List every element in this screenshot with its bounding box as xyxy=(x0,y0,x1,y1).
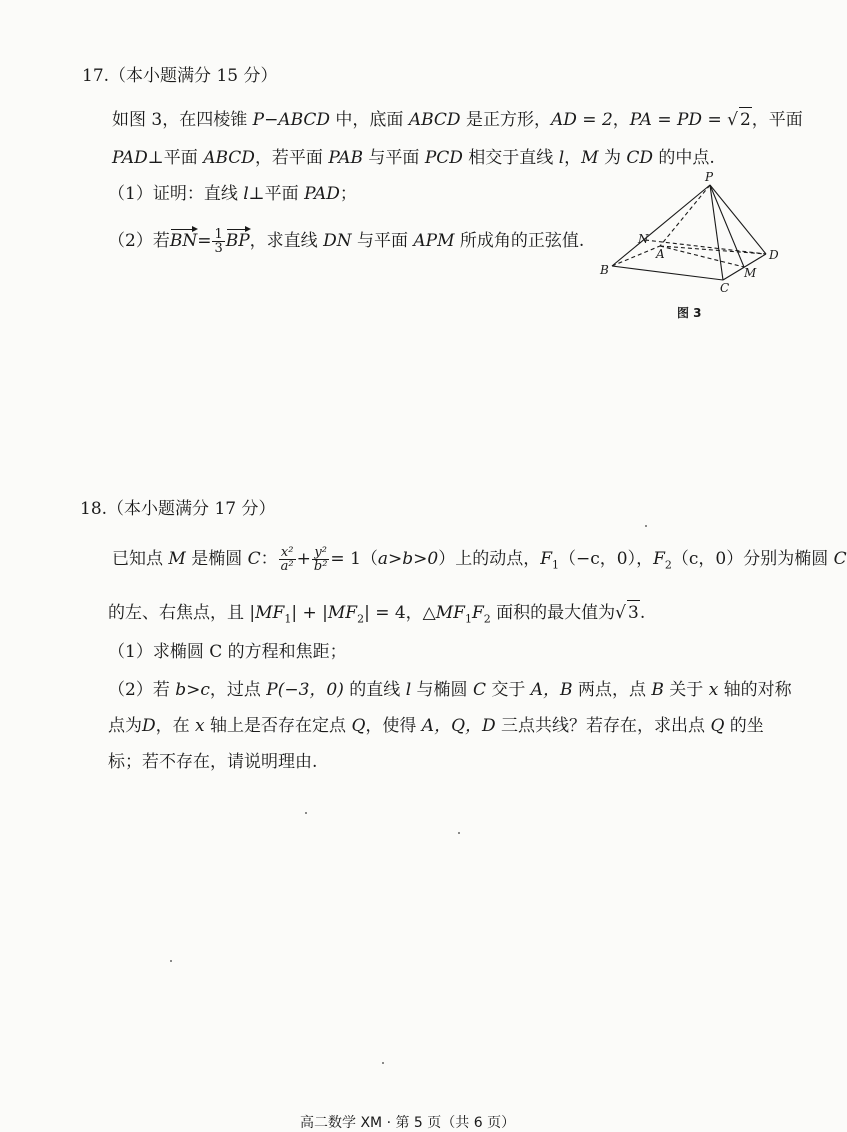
problem18-part2-line1: （2）若 b>c，过点 P(−3，0) 的直线 l 与椭圆 C 交于 A，B 两点，点 B 关于 x 轴的对称 xyxy=(108,680,792,700)
problem17-intro-line1: 如图 3，在四棱锥 P−ABCD 中，底面 ABCD 是正方形，AD = 2，PA = PD = √ 2，平面 xyxy=(112,107,803,132)
label-d: D xyxy=(769,248,779,262)
label-p: P xyxy=(705,170,714,184)
page-footer: 高二数学 XM · 第 5 页（共 6 页） xyxy=(300,1115,516,1131)
sqrt-two: 2 xyxy=(739,107,752,132)
scan-speck xyxy=(645,525,647,527)
label-n: N xyxy=(638,232,649,246)
problem18-header: 18.（本小题满分 17 分） xyxy=(80,499,276,519)
scan-speck xyxy=(170,960,172,962)
problem18-part2-line2: 点为D，在 x 轴上是否存在定点 Q，使得 A，Q，D 三点共线？若存在，求出点 Q 的坐 xyxy=(108,716,764,736)
label-m: M xyxy=(744,266,757,280)
problem18-part2-line3: 标；若不存在，请说明理由. xyxy=(108,752,318,772)
figure-caption: 图 3 xyxy=(677,306,702,320)
scan-speck xyxy=(305,812,307,814)
problem17-part1: （1）证明：直线 l⊥平面 PAD； xyxy=(108,184,357,204)
problem17-intro-line2: PAD⊥平面 ABCD，若平面 PAB 与平面 PCD 相交于直线 l，M 为 CD 的中点. xyxy=(112,148,715,168)
label-a: A xyxy=(656,247,665,261)
scan-speck xyxy=(382,1062,384,1064)
vector-bn: BN xyxy=(169,231,198,251)
vector-bp: BP xyxy=(225,231,250,251)
label-b: B xyxy=(600,263,609,277)
problem18-line2: 的左、右焦点，且 $|MF_1| + |MF_2| = 4$，$\triangle MF_1F_2$ 面积的最大值为√ 3. xyxy=(108,600,645,631)
label-c: C xyxy=(720,281,730,295)
problem18-part1: （1）求椭圆 C 的方程和焦距； xyxy=(108,642,347,662)
fraction-y2-b2: $\frac{\text{y²}}{\text{b²}}$ xyxy=(313,545,328,574)
fraction-x2-a2: $\frac{\text{x²}}{\text{a²}}$ xyxy=(280,545,294,574)
edge-pa xyxy=(660,185,710,246)
problem18-line1: 已知点 M 是椭圆 C： $\frac{\text{x²}}{\text{a²}}$ + $\frac{\text{y²}}{\text{b²}}$ = 1（a>b>0）上的动点，$F_1(-c$，0），$F_2(c$，0）分别为椭圆 C xyxy=(112,545,847,574)
fraction-one-third: $\frac{1}{3}$ xyxy=(214,227,223,256)
problem17-part2: （2）若BN= $\frac{1}{3}$ BP，求直线 DN 与平面 APM 所成角的正弦值. xyxy=(108,227,585,256)
problem17-header: 17.（本小题满分 15 分） xyxy=(82,66,278,86)
sqrt-three: 3 xyxy=(627,600,640,625)
edge-ab xyxy=(612,246,660,266)
scan-speck xyxy=(458,832,460,834)
edge-bc xyxy=(612,266,723,280)
